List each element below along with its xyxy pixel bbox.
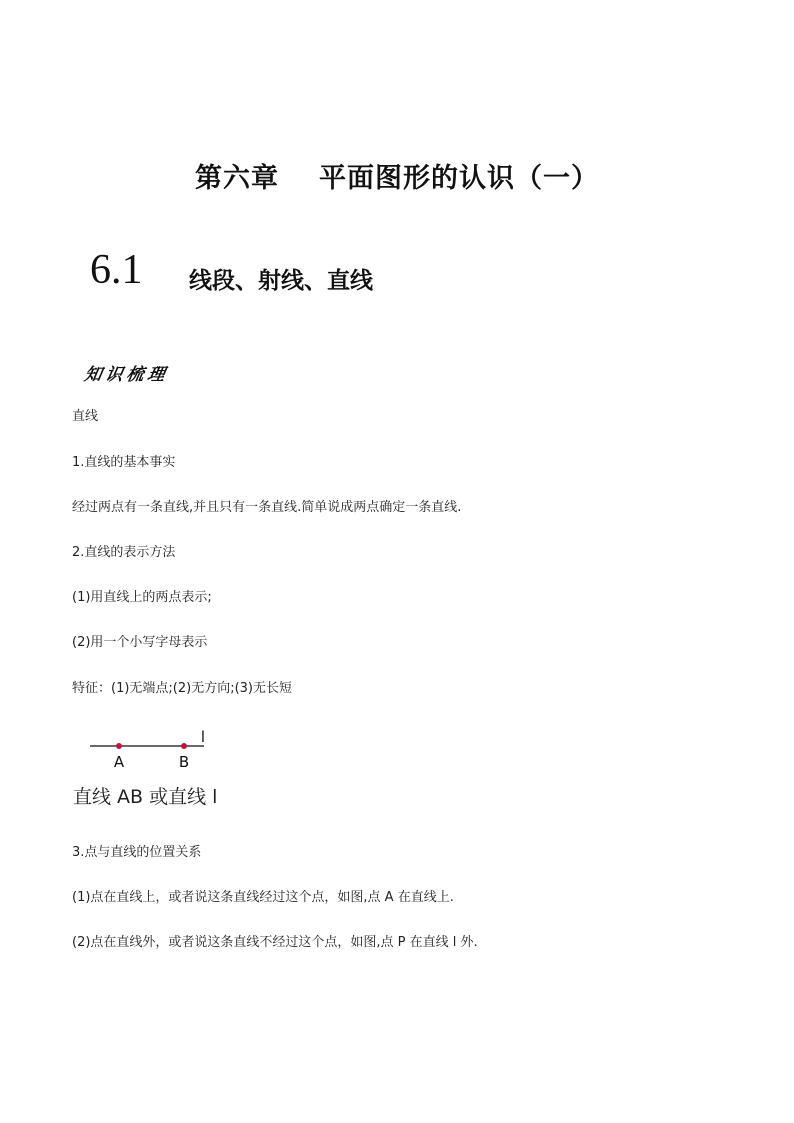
paragraph-notation-1: (1)用直线上的两点表示;: [72, 590, 212, 605]
point-b-dot: [181, 743, 187, 749]
paragraph-relation: 3.点与直线的位置关系: [72, 845, 202, 860]
figure-caption: 直线 AB 或直线 l: [73, 786, 218, 808]
knowledge-heading: 知识梳理: [82, 365, 171, 385]
line-l-label: l: [200, 728, 206, 746]
section-title: 线段、射线、直线: [189, 268, 373, 294]
paragraph-features: 特征：(1)无端点;(2)无方向;(3)无长短: [72, 681, 293, 696]
paragraph-line-title: 直线: [72, 409, 99, 424]
paragraph-fact-body: 经过两点有一条直线,并且只有一条直线.简单说成两点确定一条直线.: [72, 500, 462, 515]
point-b-label: B: [178, 753, 190, 771]
chapter-label: 第六章: [195, 163, 279, 194]
line-figure: [86, 726, 226, 774]
chapter-heading: [0, 156, 794, 195]
paragraph-notation-2: (2)用一个小写字母表示: [72, 635, 208, 650]
point-a-label: A: [113, 753, 125, 771]
point-a-dot: [116, 743, 122, 749]
section-number: 6.1: [90, 247, 143, 293]
paragraph-relation-1: (1)点在直线上，或者说这条直线经过这个点，如图,点 A 在直线上.: [72, 890, 454, 905]
paragraph-notation: 2.直线的表示方法: [72, 545, 176, 560]
paragraph-basic-fact: 1.直线的基本事实: [72, 455, 176, 470]
chapter-title: 平面图形的认识（一）: [319, 163, 599, 194]
paragraph-relation-2: (2)点在直线外，或者说这条直线不经过这个点，如图,点 P 在直线 l 外.: [72, 935, 478, 950]
